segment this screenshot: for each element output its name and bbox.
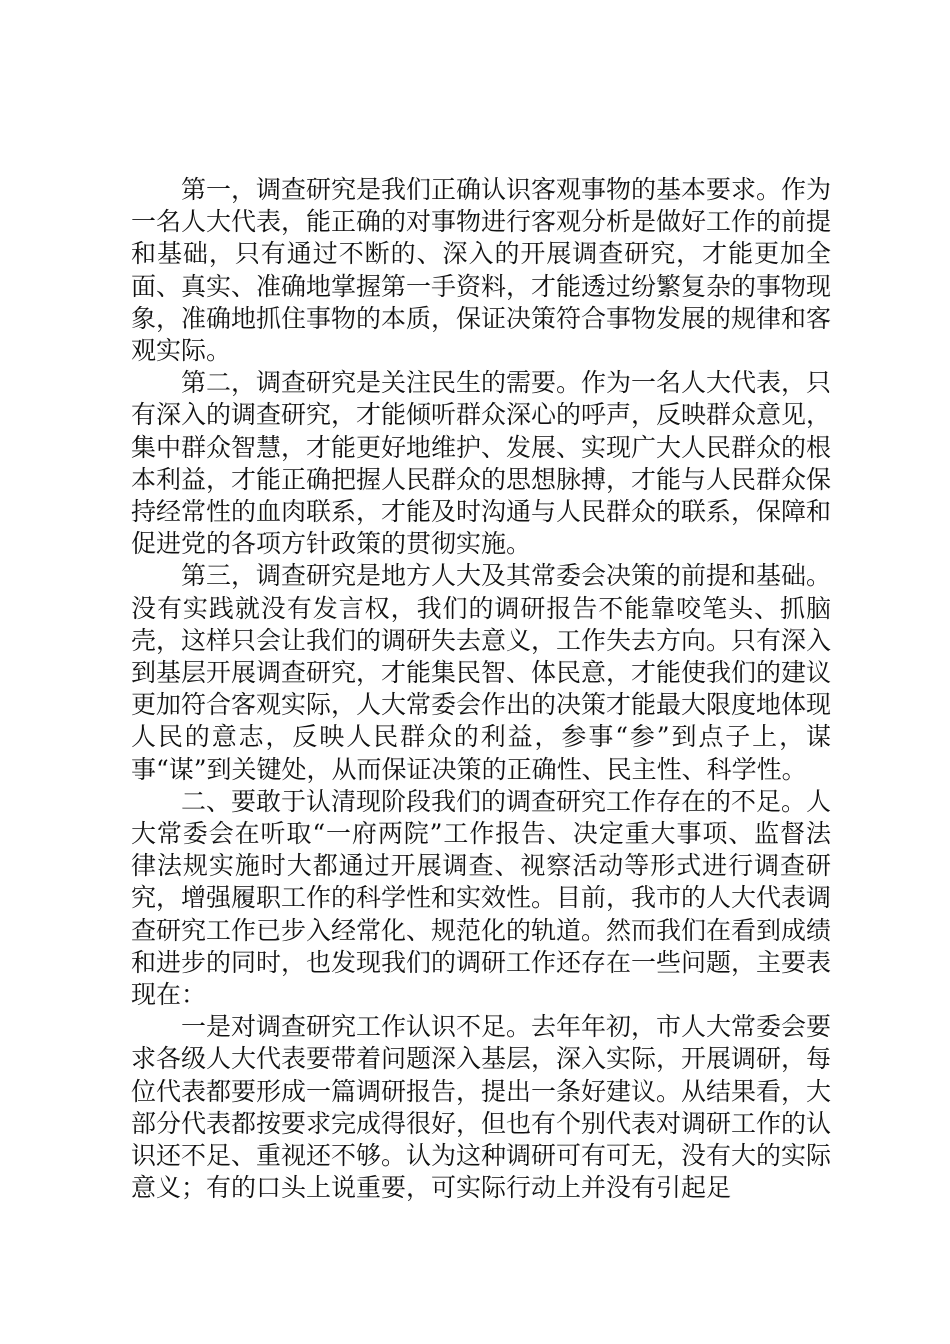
paragraph-second-livelihood: 第二，调查研究是关注民生的需要。作为一名人大代表，只有深入的调查研究，才能倾听群众深心的呼声，反映群众意见，集中群众智慧，才能更好地维护、发展、实现广大人民群众的根本利益，才能正确把握人民群众的思想脉搏，才能与人民群众保持经常性的血肉联系，才能及时沟通与人民群众的联系，保障和促进党的各项方针政策的贯彻实施。 [131, 368, 832, 559]
paragraph-first-requirement: 第一，调查研究是我们正确认识客观事物的基本要求。作为一名人大代表，能正确的对事物进行客观分析是做好工作的前提和基础，只有通过不断的、深入的开展调查研究，才能更加全面、真实、准确地掌握第一手资料，才能透过纷繁复杂的事物现象，准确地抓住事物的本质，保证决策符合事物发展的规律和客观实际。 [131, 175, 832, 366]
paragraph-point-one-insufficient-awareness: 一是对调查研究工作认识不足。去年年初，市人大常委会要求各级人大代表要带着问题深入基层，深入实际，开展调研，每位代表都要形成一篇调研报告，提出一条好建议。从结果看，大部分代表都按要求完成得很好，但也有个别代表对调研工作的认识还不足、重视还不够。认为这种调研可有可无，没有大的实际意义；有的口头上说重要，可实际行动上并没有引起足 [131, 1012, 832, 1203]
paragraph-third-decision-basis: 第三，调查研究是地方人大及其常委会决策的前提和基础。没有实践就没有发言权，我们的调研报告不能靠咬笔头、抓脑壳，这样只会让我们的调研失去意义，工作失去方向。只有深入到基层开展调查研究，才能集民智、体民意，才能使我们的建议更加符合客观实际，人大常委会作出的决策才能最大限度地体现人民的意志，反映人民群众的利益，参事“参”到点子上，谋事“谋”到关键处，从而保证决策的正确性、民主性、科学性。 [131, 561, 832, 784]
document-body [131, 174, 831, 1205]
paragraph-section-two-shortcomings: 二、要敢于认清现阶段我们的调查研究工作存在的不足。人大常委会在听取“一府两院”工作报告、决定重大事项、监督法律法规实施时大都通过开展调查、视察活动等形式进行调查研究，增强履职工作的科学性和实效性。目前，我市的人大代表调查研究工作已步入经常化、规范化的轨道。然而我们在看到成绩和进步的同时，也发现我们的调研工作还存在一些问题，主要表现在： [131, 786, 832, 1010]
